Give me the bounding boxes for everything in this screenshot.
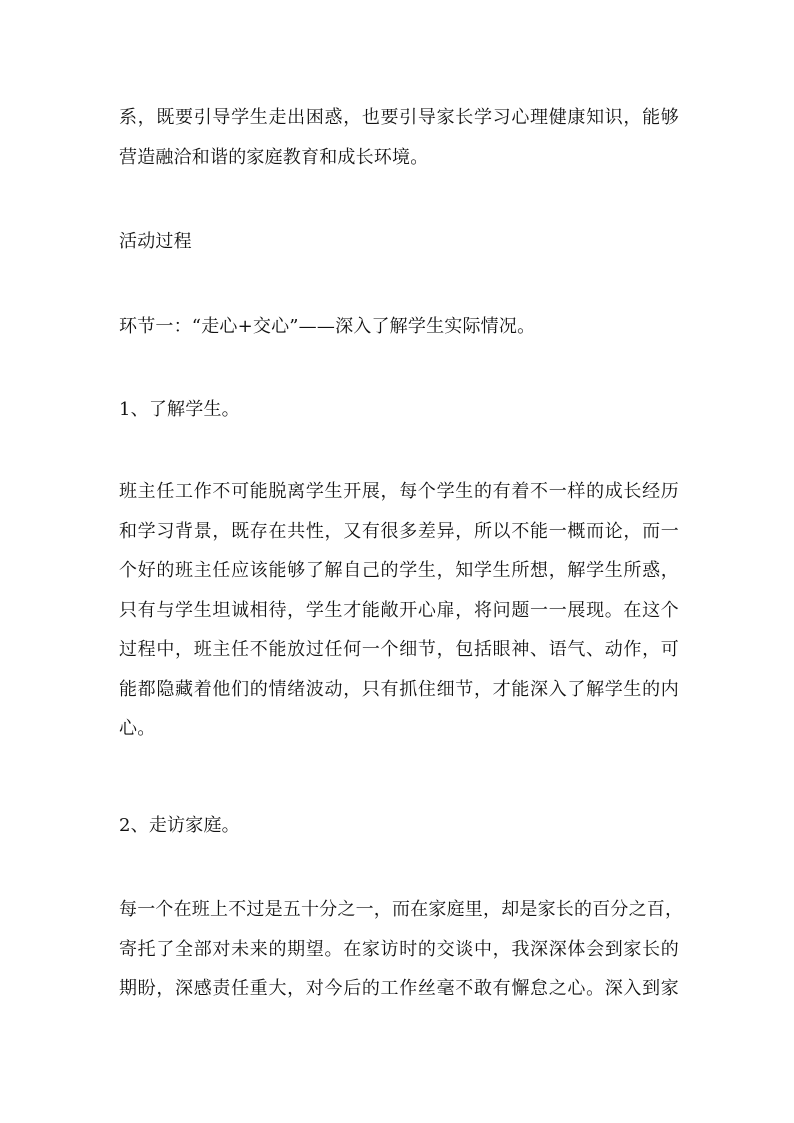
paragraph-line: 能都隐藏着他们的情绪波动，只有抓住细节，才能深入了解学生的内 — [119, 678, 679, 700]
step-heading-text: 环节一：“走心+交心”——深入了解学生实际情况。 — [119, 316, 536, 337]
paragraph-line: 系，既要引导学生走出困惑，也要引导家长学习心理健康知识，能够 — [119, 107, 679, 128]
paragraph-line: 只有与学生坦诚相待，学生才能敞开心扉，将问题一一展现。在这个 — [119, 599, 679, 621]
item1-heading-text: 1、了解学生。 — [119, 399, 240, 420]
item1-paragraph — [119, 472, 679, 749]
paragraph-line: 个好的班主任应该能够了解自己的学生，知学生所想，解学生所惑， — [119, 560, 679, 581]
paragraph-line: 期盼，深感责任重大，对今后的工作丝毫不敢有懈怠之心。深入到家 — [119, 978, 679, 999]
paragraph-line: 过程中，班主任不能放过任何一个细节，包括眼神、语气、动作，可 — [119, 639, 679, 660]
paragraph-line: 和学习背景，既存在共性，又有很多差异，所以不能一概而论，而一 — [119, 520, 679, 542]
paragraph-line: 心。 — [119, 718, 156, 739]
item2-paragraph — [119, 890, 684, 1009]
paragraph-line: 每一个在班上不过是五十分之一，而在家庭里，却是家长的百分之百， — [119, 899, 684, 920]
section-title-text: 活动过程 — [119, 231, 192, 252]
section-title — [119, 222, 679, 262]
paragraph-line: 寄托了全部对未来的期望。在家访时的交谈中，我深深体会到家长的 — [119, 938, 679, 960]
step-heading — [119, 307, 679, 347]
paragraph-line: 班主任工作不可能脱离学生开展，每个学生的有着不一样的成长经历 — [119, 481, 679, 502]
item2-heading — [119, 806, 679, 846]
item1-heading — [119, 390, 679, 430]
intro-continuation-paragraph — [119, 98, 679, 177]
paragraph-line: 营造融洽和谐的家庭教育和成长环境。 — [119, 146, 429, 168]
item2-heading-text: 2、走访家庭。 — [119, 815, 240, 836]
